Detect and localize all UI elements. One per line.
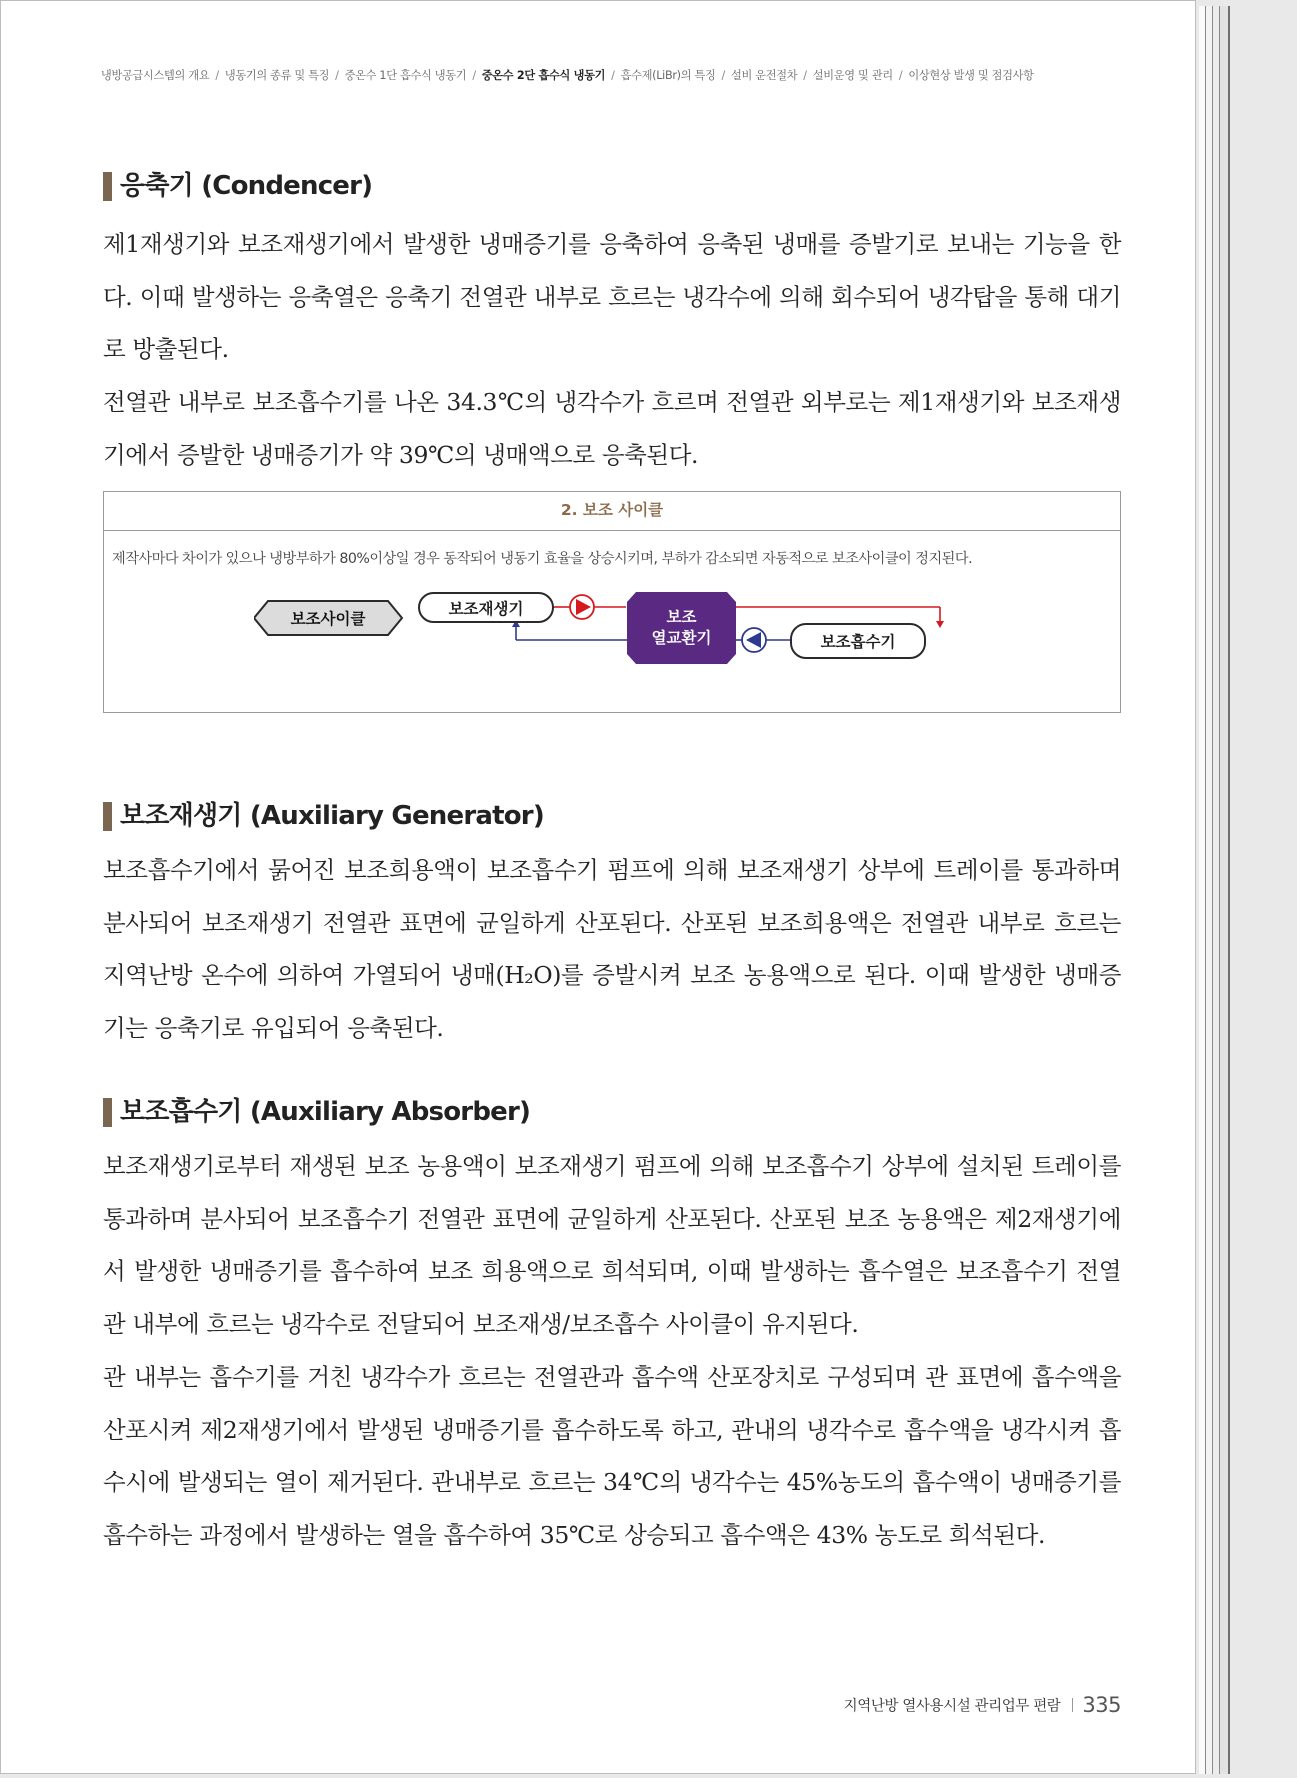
- exchanger-label-line2: 열교환기: [651, 629, 712, 647]
- condenser-paragraph-1: 제1재생기와 보조재생기에서 발생한 냉매증기를 응축하여 응축된 냉매를 증발기로 보내는 기능을 한다. 이때 발생하는 응축열은 응축기 전열관 내부로 흐르는 냉각수에 의해 회수되어 냉각탑을 통해 대기로 방출된다.: [103, 230, 1121, 363]
- section-title-aux-absorber: [103, 1095, 530, 1129]
- section-marker: [103, 1098, 112, 1127]
- section-title-text: 보조흡수기 (Auxiliary Absorber): [120, 1097, 531, 1127]
- page-number: 335: [1082, 1693, 1121, 1717]
- breadcrumb-separator: /: [721, 69, 725, 82]
- breadcrumb-item: 설비운영 및 관리: [812, 69, 893, 82]
- hot-arrow-head: [936, 621, 944, 628]
- section-marker: [103, 172, 112, 201]
- exchanger-node: [627, 592, 736, 664]
- info-box-description: 제작사마다 차이가 있으나 냉방부하가 80%이상일 경우 동작되어 냉동기 효율을 상승시키며, 부하가 감소되면 자동적으로 보조사이클이 정지된다.: [112, 551, 973, 567]
- info-box-title: 2. 보조 사이클: [104, 492, 1120, 531]
- exchanger-label-line1: 보조: [666, 608, 697, 626]
- aux-cycle-diagram: [254, 592, 1024, 692]
- breadcrumb-item: 냉방공급시스템의 개요: [101, 69, 210, 82]
- breadcrumb-separator: /: [803, 69, 807, 82]
- breadcrumb-item: 냉동기의 종류 및 특징: [224, 69, 330, 82]
- section-title-text: 응축기 (Condencer): [120, 171, 373, 201]
- aux-absorber-paragraph-2: 관 내부는 흡수기를 거친 냉각수가 흐르는 전열관과 흡수액 산포장치로 구성되며 관 표면에 흡수액을 산포시켜 제2재생기에서 발생된 냉매증기를 흡수하도록 하고, 관내의 냉각수로 흡수액을 냉각시켜 흡수시에 발생되는 열이 제거된다. 관내부로 흐르는 34℃의 냉각수는 45%농도의 흡수액이 냉매증기를 흡수하는 과정에서 발생하는 열을 흡수하여 35℃로 상승되고 흡수액은 43% 농도로 희석된다.: [103, 1363, 1121, 1549]
- section-title-condenser: [103, 169, 372, 203]
- page-stack-edge: [1206, 6, 1213, 1774]
- breadcrumb-item: 흡수제(LiBr)의 특징: [620, 69, 716, 82]
- page-stack-edge: [1199, 6, 1206, 1774]
- breadcrumb-separator: /: [611, 69, 615, 82]
- breadcrumb-item: 중온수 2단 흡수식 냉동기: [481, 69, 606, 82]
- page-footer: [821, 1693, 1121, 1723]
- footer-book-title: 지역난방 열사용시설 관리업무 편람: [843, 1698, 1061, 1715]
- absorber-node: 보조흡수기: [790, 623, 926, 659]
- info-box-aux-cycle: [103, 491, 1121, 713]
- breadcrumb-separator: /: [472, 69, 476, 82]
- breadcrumb-item: 설비 운전절차: [730, 69, 798, 82]
- section-title-aux-generator: [103, 799, 544, 833]
- generator-node: 보조재생기: [418, 592, 554, 623]
- breadcrumb-separator: /: [335, 69, 339, 82]
- breadcrumb-separator: /: [898, 69, 903, 82]
- aux-absorber-paragraph-1: 보조재생기로부터 재생된 보조 농용액이 보조재생기 펌프에 의해 보조흡수기 상부에 설치된 트레이를 통과하며 분사되어 보조흡수기 전열관 표면에 균일하게 산포된다. 산포된 보조 농용액은 제2재생기에서 발생한 냉매증기를 흡수하여 보조 희용액으로 희석되며, 이때 발생하는 흡수열은 보조흡수기 전열관 내부에 흐르는 냉각수로 전달되어 보조재생/보조흡수 사이클이 유지된다.: [103, 1152, 1121, 1338]
- breadcrumb: [101, 67, 1121, 83]
- footer-divider: [1072, 1698, 1073, 1712]
- breadcrumb-item: 중온수 1단 흡수식 냉동기: [344, 69, 467, 82]
- page-stack-edge: [1220, 6, 1230, 1774]
- condenser-paragraph-2: 전열관 내부로 보조흡수기를 나온 34.3℃의 냉각수가 흐르며 전열관 외부로는 제1재생기와 보조재생기에서 증발한 냉매증기가 약 39℃의 냉매액으로 응축된다.: [103, 388, 1121, 469]
- section-marker: [103, 802, 112, 831]
- breadcrumb-separator: /: [215, 69, 219, 82]
- section-title-text: 보조재생기 (Auxiliary Generator): [120, 801, 544, 831]
- breadcrumb-item: 이상현상 발생 및 점검사항: [908, 69, 1034, 82]
- page-stack-edge: [1213, 6, 1220, 1774]
- cycle-label: 보조사이클: [290, 610, 366, 628]
- aux-generator-paragraph: 보조흡수기에서 묽어진 보조희용액이 보조흡수기 펌프에 의해 보조재생기 상부에 트레이를 통과하며 분사되어 보조재생기 전열관 표면에 균일하게 산포된다. 산포된 보조희용액은 전열관 내부로 흐르는 지역난방 온수에 의하여 가열되어 냉매(H₂O)를 증발시켜 보조 농용액으로 된다. 이때 발생한 냉매증기는 응축기로 유입되어 응축된다.: [103, 856, 1121, 1042]
